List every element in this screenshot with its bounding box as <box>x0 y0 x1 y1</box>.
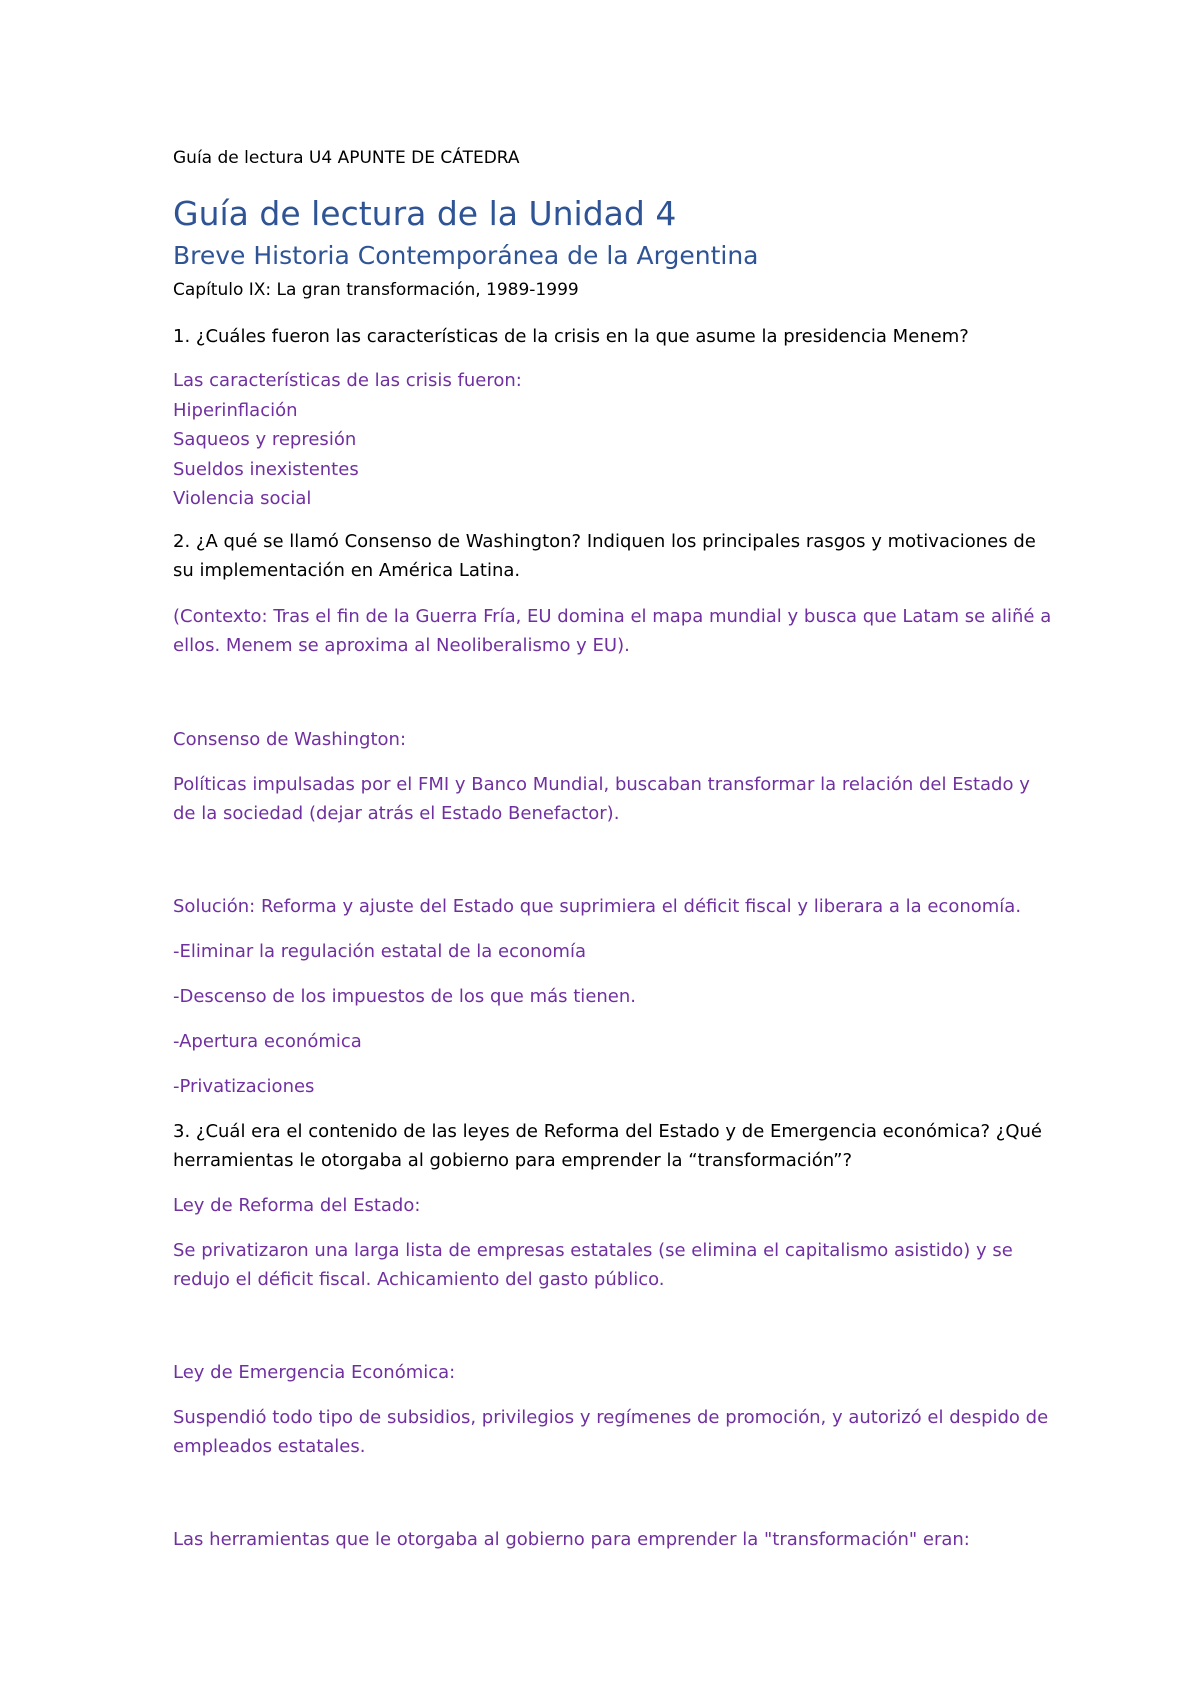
ley-reforma-heading: Ley de Reforma del Estado: <box>173 1195 421 1216</box>
consenso-heading: Consenso de Washington: <box>173 729 407 750</box>
page-title: Guía de lectura de la Unidad 4 <box>173 194 677 233</box>
question-2: 2. ¿A qué se llamó Consenso de Washington? Indiquen los principales rasgos y motivaciones de su implementación en América Latina. <box>173 531 1036 581</box>
answer-1-intro: Las características de las crisis fueron: <box>173 370 522 391</box>
document-header: Guía de lectura U4 APUNTE DE CÁTEDRA <box>173 148 520 168</box>
ley-reforma-paragraph: Se privatizaron una larga lista de empresas estatales (se elimina el capitalismo asistido) y se redujo el déficit fiscal. Achicamiento del gasto público. <box>173 1240 1013 1290</box>
list-item: Hiperinflación <box>173 399 298 421</box>
ley-emergencia-heading: Ley de Emergencia Económica: <box>173 1362 456 1383</box>
question-3: 3. ¿Cuál era el contenido de las leyes de Reforma del Estado y de Emergencia económica? ¿Qué herramientas le otorgaba al gobierno para emprender la “transformación”? <box>173 1121 1042 1171</box>
solucion-item: -Descenso de los impuestos de los que más tienen. <box>173 986 636 1007</box>
chapter-line: Capítulo IX: La gran transformación, 1989-1999 <box>173 280 579 300</box>
answer-1-list <box>173 366 1053 514</box>
solucion-item: -Eliminar la regulación estatal de la economía <box>173 941 586 962</box>
context-paragraph: (Contexto: Tras el fin de la Guerra Fría, EU domina el mapa mundial y busca que Latam se aliñé a ellos. Menem se aproxima al Neoliberalismo y EU). <box>173 606 1052 656</box>
page-subtitle: Breve Historia Contemporánea de la Argentina <box>173 241 759 270</box>
list-item: Violencia social <box>173 488 312 509</box>
solucion-item: -Privatizaciones <box>173 1076 315 1097</box>
solucion-paragraph: Solución: Reforma y ajuste del Estado que suprimiera el déficit fiscal y liberara a la economía. <box>173 896 1022 917</box>
list-item: Saqueos y represión <box>173 429 357 450</box>
herramientas-paragraph: Las herramientas que le otorgaba al gobierno para emprender la "transformación" eran: <box>173 1529 970 1550</box>
politicas-paragraph: Políticas impulsadas por el FMI y Banco Mundial, buscaban transformar la relación del Estado y de la sociedad (dejar atrás el Estado Benefactor). <box>173 774 1030 824</box>
ley-emergencia-paragraph: Suspendió todo tipo de subsidios, privilegios y regímenes de promoción, y autorizó el despido de empleados estatales. <box>173 1407 1049 1457</box>
question-1: 1. ¿Cuáles fueron las características de la crisis en la que asume la presidencia Menem? <box>173 326 969 347</box>
solucion-item: -Apertura económica <box>173 1031 362 1052</box>
list-item: Sueldos inexistentes <box>173 458 359 480</box>
